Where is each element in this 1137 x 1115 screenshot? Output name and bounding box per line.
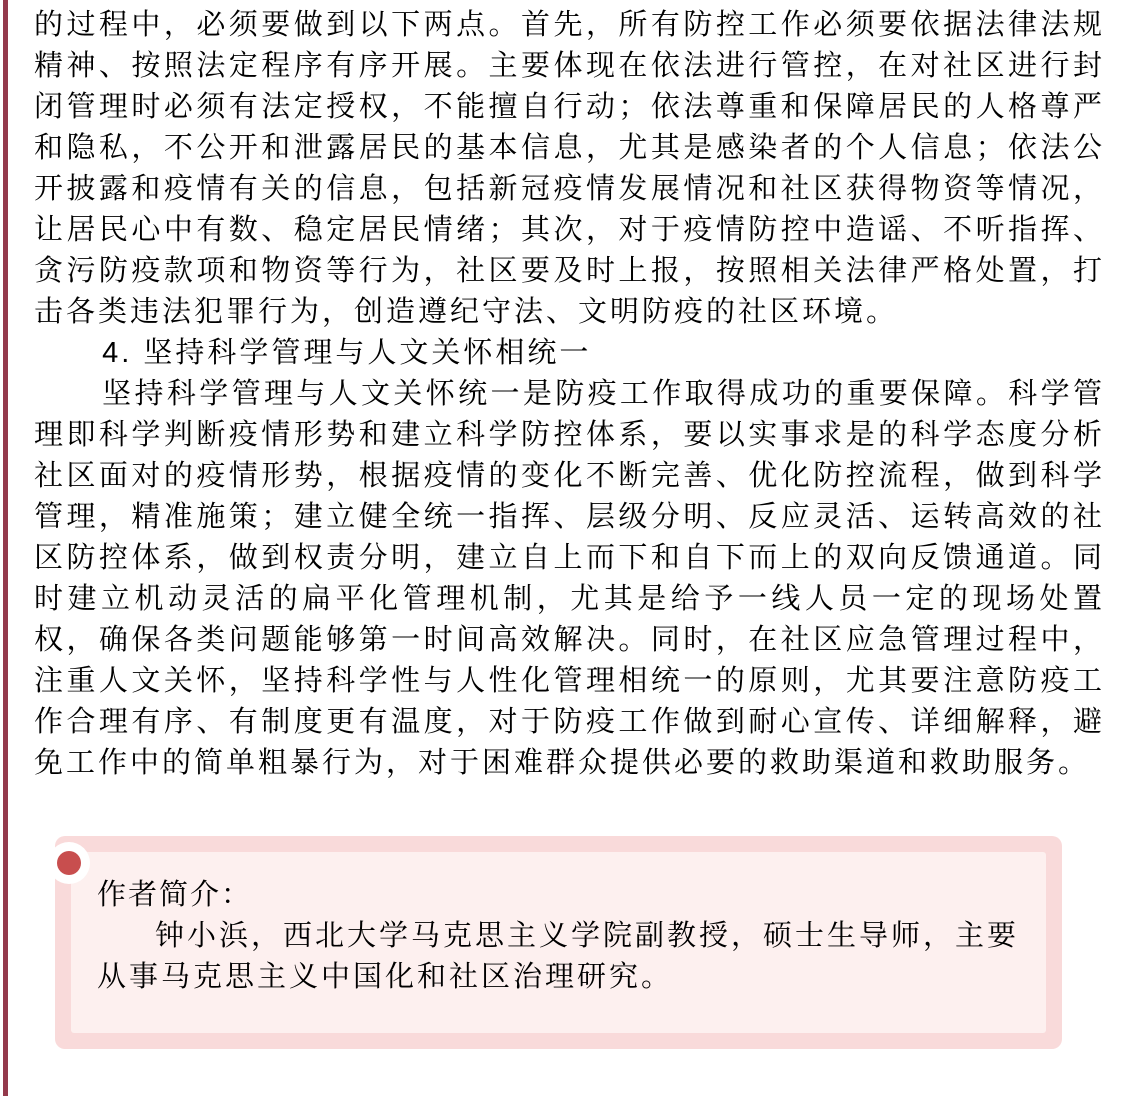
- author-bio-box-inner: [71, 852, 1046, 1033]
- author-bio-label: 作者简介：: [97, 879, 253, 911]
- author-bio-box: [55, 836, 1062, 1049]
- bullet-dot-icon: [48, 842, 90, 884]
- author-bio-text: 钟小浜，西北大学马克思主义学院副教授，硕士生导师，主要从事马克思主义中国化和社区治理研究。: [97, 920, 1020, 993]
- left-accent-rule: [3, 0, 8, 1096]
- paragraph-continuation: 的过程中，必须要做到以下两点。首先，所有防控工作必须要依据法律法规精神、按照法定程序有序开展。主要体现在依法进行管控，在对社区进行封闭管理时必须有法定授权，不能擅自行动；依法尊重和保障居民的人格尊严和隐私，不公开和泄露居民的基本信息，尤其是感染者的个人信息；依法公开披露和疫情有关的信息，包括新冠疫情发展情况和社区获得物资等情况，让居民心中有数、稳定居民情绪；其次，对于疫情防控中造谣、不听指挥、贪污防疫款项和物资等行为，社区要及时上报，按照相关法律严格处置，打击各类违法犯罪行为，创造遵纪守法、文明防疫的社区环境。: [34, 9, 1105, 328]
- bullet-dot-inner: [57, 851, 81, 875]
- paragraph: 坚持科学管理与人文关怀统一是防疫工作取得成功的重要保障。科学管理即科学判断疫情形势和建立科学防控体系，要以实事求是的科学态度分析社区面对的疫情形势，根据疫情的变化不断完善、优化防控流程，做到科学管理，精准施策；建立健全统一指挥、层级分明、反应灵活、运转高效的社区防控体系，做到权责分明，建立自上而下和自下而上的双向反馈通道。同时建立机动灵活的扁平化管理机制，尤其是给予一线人员一定的现场处置权，确保各类问题能够第一时间高效解决。同时，在社区应急管理过程中，注重人文关怀，坚持科学性与人性化管理相统一的原则，尤其要注意防疫工作合理有序、有制度更有温度，对于防疫工作做到耐心宣传、详细解释，避免工作中的简单粗暴行为，对于困难群众提供必要的救助渠道和救助服务。: [34, 378, 1105, 779]
- article-body: [34, 5, 1105, 784]
- section-heading: 4. 坚持科学管理与人文关怀相统一: [102, 337, 592, 369]
